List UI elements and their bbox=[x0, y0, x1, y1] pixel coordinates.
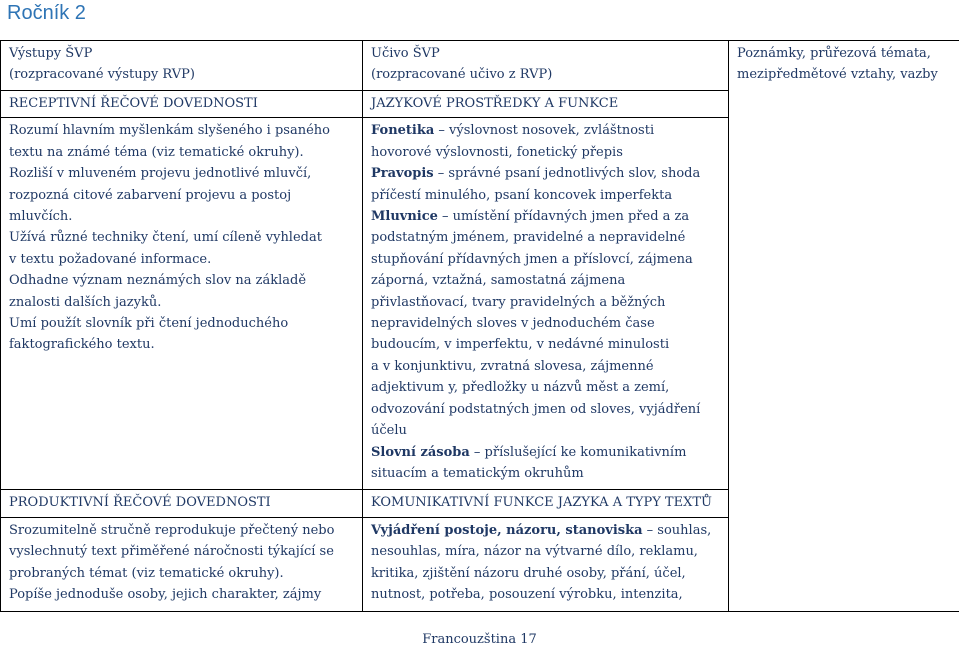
language-line: adjektivum y, předložky u názvů měst a zemí, bbox=[371, 380, 670, 396]
receptive-line: mluvčích. bbox=[9, 209, 73, 225]
receptive-line: faktografického textu. bbox=[9, 337, 155, 353]
language-line: situacím a tematickým okruhům bbox=[371, 465, 584, 481]
productive-skills-cell bbox=[1, 517, 363, 611]
receptive-line: v textu požadované informace. bbox=[9, 251, 212, 267]
phonetics-term: Fonetika bbox=[371, 123, 435, 139]
communicative-functions-cell bbox=[363, 517, 729, 611]
receptive-line: Umí použít slovník při čtení jednoduchého bbox=[9, 316, 289, 332]
productive-line: vyslechnutý text přiměřené náročnosti týkající se bbox=[9, 544, 334, 560]
attitude-term: Vyjádření postoje, názoru, stanoviska bbox=[371, 522, 643, 538]
language-text: – správné psaní jednotlivých slov, shoda bbox=[433, 166, 701, 182]
language-line: a v konjunktivu, zvratná slovesa, zájmenné bbox=[371, 358, 654, 374]
language-text: – příslušející ke komunikativním bbox=[469, 444, 687, 460]
page-footer: Francouzština 17 bbox=[422, 632, 537, 647]
header-curriculum bbox=[363, 41, 729, 91]
language-line: stupňování přídavných jmen a příslovcí, zájmena bbox=[371, 251, 693, 267]
receptive-line: Odhadne význam neznámých slov na základě bbox=[9, 273, 307, 289]
language-line bbox=[371, 206, 722, 227]
receptive-line: rozpozná citové zabarvení projevu a postoj bbox=[9, 187, 292, 203]
receptive-line: Rozliší v mluveném projevu jednotlivé mluvčí, bbox=[9, 166, 312, 182]
language-line: příčestí minulého, psaní koncovek imperfekta bbox=[371, 187, 673, 203]
receptive-line: znalosti dalších jazyků. bbox=[9, 294, 162, 310]
communicative-text: – souhlas, bbox=[642, 522, 712, 538]
language-text: – umístění přídavných jmen před a za bbox=[437, 209, 690, 225]
communicative-line: nesouhlas, míra, názor na výtvarné dílo, reklamu, bbox=[371, 544, 698, 560]
header-curriculum-line: Učivo ŠVP bbox=[371, 46, 440, 61]
receptive-skills-cell bbox=[1, 118, 363, 490]
language-line: přivlastňovací, tvary pravidelných a běžných bbox=[371, 294, 666, 310]
section-title-language: JAZYKOVÉ PROSTŘEDKY A FUNKCE bbox=[363, 91, 729, 118]
header-notes-line: mezipředmětové vztahy, vazby bbox=[737, 67, 938, 83]
language-line: odvozování podstatných jmen od sloves, vyjádření bbox=[371, 401, 701, 417]
table-header-row bbox=[1, 41, 959, 91]
receptive-line: Užívá různé techniky čtení, umí cíleně vyhledat bbox=[9, 230, 322, 246]
language-line: hovorové výslovnosti, fonetický přepis bbox=[371, 144, 623, 160]
productive-line: probraných témat (viz tematické okruhy). bbox=[9, 565, 284, 581]
communicative-line bbox=[371, 520, 722, 541]
language-text: – výslovnost nosovek, zvláštnosti bbox=[434, 123, 655, 139]
header-outputs bbox=[1, 41, 363, 91]
header-notes-line: Poznámky, průřezová témata, bbox=[737, 46, 931, 61]
curriculum-table bbox=[0, 40, 959, 612]
header-curriculum-line: (rozpracované učivo z RVP) bbox=[371, 67, 553, 83]
section-title-productive: PRODUKTIVNÍ ŘEČOVÉ DOVEDNOSTI bbox=[1, 490, 363, 517]
receptive-line: Rozumí hlavním myšlenkám slyšeného i psaného bbox=[9, 123, 330, 139]
productive-line: Popíše jednoduše osoby, jejich charakter, zájmy bbox=[9, 587, 322, 603]
language-means-cell bbox=[363, 118, 729, 490]
productive-line: Srozumitelně stručně reprodukuje přečtený nebo bbox=[9, 522, 335, 538]
vocabulary-term: Slovní zásoba bbox=[371, 444, 470, 460]
language-line: účelu bbox=[371, 423, 407, 439]
header-outputs-line: (rozpracované výstupy RVP) bbox=[9, 67, 195, 83]
header-outputs-line: Výstupy ŠVP bbox=[9, 46, 93, 61]
receptive-line: textu na známé téma (viz tematické okruhy). bbox=[9, 144, 304, 160]
language-line bbox=[371, 120, 722, 141]
spelling-term: Pravopis bbox=[371, 166, 434, 182]
language-line: podstatným jménem, pravidelné a nepravidelné bbox=[371, 230, 686, 246]
communicative-line: kritika, zjištění názoru druhé osoby, přání, účel, bbox=[371, 565, 686, 581]
grammar-term: Mluvnice bbox=[371, 209, 438, 225]
language-line bbox=[371, 442, 722, 463]
language-line: nepravidelných sloves v jednoduchém čase bbox=[371, 316, 655, 332]
header-notes bbox=[729, 41, 959, 612]
language-line: budoucím, v imperfektu, v nedávné minulosti bbox=[371, 337, 670, 353]
communicative-line: nutnost, potřeba, posouzení výrobku, intenzita, bbox=[371, 587, 683, 603]
page-heading: Ročník 2 bbox=[7, 2, 86, 24]
language-line: záporná, vztažná, samostatná zájmena bbox=[371, 273, 626, 289]
language-line bbox=[371, 163, 722, 184]
section-title-communicative: KOMUNIKATIVNÍ FUNKCE JAZYKA A TYPY TEXTŮ bbox=[363, 490, 729, 517]
section-title-receptive: RECEPTIVNÍ ŘEČOVÉ DOVEDNOSTI bbox=[1, 91, 363, 118]
